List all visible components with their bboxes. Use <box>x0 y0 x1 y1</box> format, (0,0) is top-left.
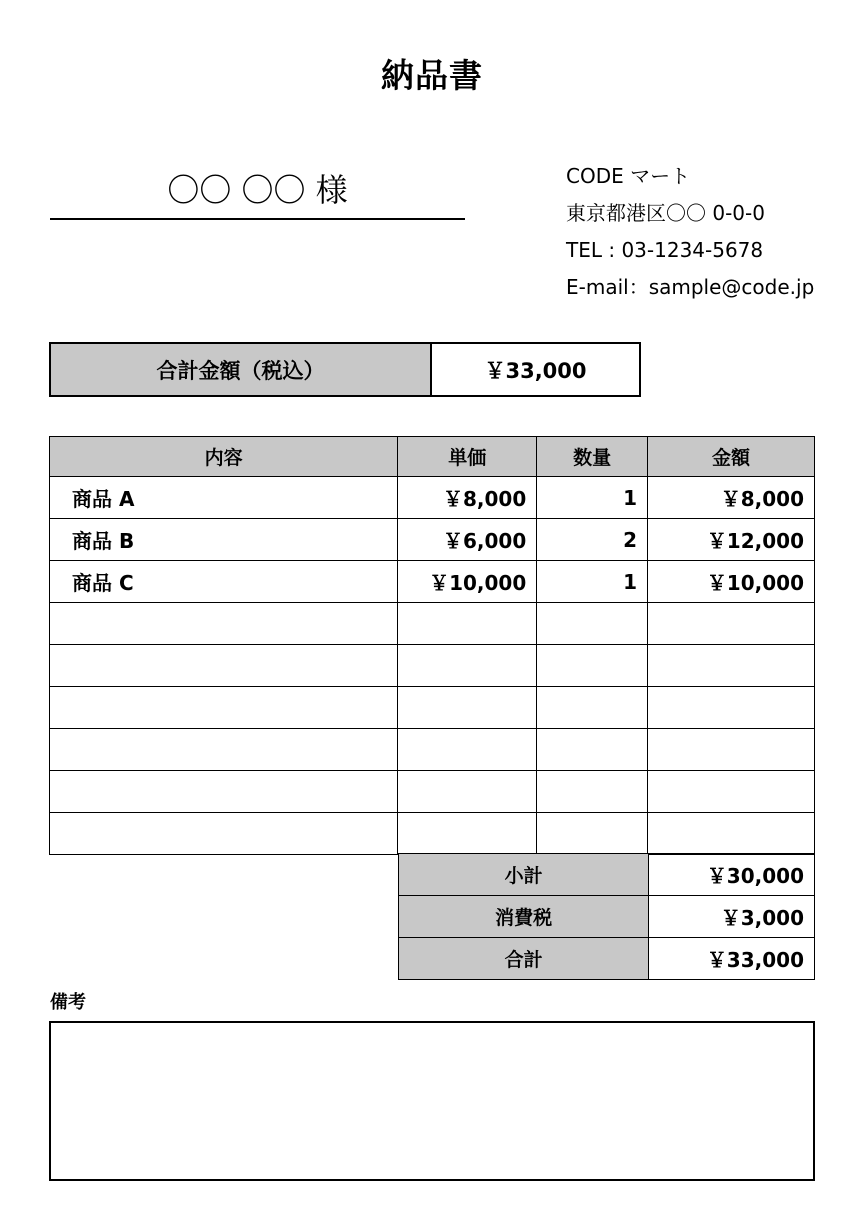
tax-row <box>399 896 815 938</box>
issuer-company: CODE マート <box>566 164 691 188</box>
tax-value: ￥3,000 <box>649 896 815 938</box>
table-row <box>50 603 815 645</box>
grand-total-value: ￥33,000 <box>484 358 587 383</box>
item-amount <box>648 729 815 771</box>
item-quantity <box>537 603 648 645</box>
item-quantity <box>537 729 648 771</box>
header-amount: 金額 <box>648 437 815 477</box>
header-description: 内容 <box>50 437 398 477</box>
item-unit-price <box>398 687 537 729</box>
grand-total-box <box>49 342 641 397</box>
item-quantity <box>537 687 648 729</box>
subtotal-value: ￥30,000 <box>649 854 815 896</box>
item-quantity: 1 <box>537 561 648 603</box>
header-unit-price: 単価 <box>398 437 537 477</box>
item-amount <box>648 603 815 645</box>
item-amount: ￥8,000 <box>648 477 815 519</box>
notes-label: 備考 <box>50 992 86 1013</box>
item-name <box>50 729 398 771</box>
item-amount <box>648 687 815 729</box>
item-amount <box>648 813 815 855</box>
item-name: 商品 A <box>50 477 398 519</box>
item-name <box>50 771 398 813</box>
item-name <box>50 603 398 645</box>
item-amount <box>648 645 815 687</box>
table-row <box>50 519 815 561</box>
item-unit-price <box>398 645 537 687</box>
issuer-tel: TEL : 03-1234-5678 <box>566 238 764 262</box>
item-name <box>50 645 398 687</box>
summary-table <box>398 853 815 980</box>
total-label: 合計 <box>399 938 649 980</box>
item-amount: ￥12,000 <box>648 519 815 561</box>
table-header-row <box>50 437 815 477</box>
table-row <box>50 813 815 855</box>
grand-total-label: 合計金額（税込） <box>51 344 432 395</box>
item-quantity <box>537 771 648 813</box>
item-amount: ￥10,000 <box>648 561 815 603</box>
issuer-email: E-mail：sample@code.jp <box>566 275 815 299</box>
item-unit-price: ￥10,000 <box>398 561 537 603</box>
table-row <box>50 729 815 771</box>
subtotal-label: 小計 <box>399 854 649 896</box>
item-name <box>50 813 398 855</box>
table-row <box>50 561 815 603</box>
item-quantity: 2 <box>537 519 648 561</box>
item-quantity <box>537 813 648 855</box>
item-name: 商品 B <box>50 519 398 561</box>
table-row <box>50 687 815 729</box>
table-row <box>50 645 815 687</box>
header-quantity: 数量 <box>537 437 648 477</box>
item-unit-price <box>398 603 537 645</box>
item-quantity: 1 <box>537 477 648 519</box>
notes-box[interactable] <box>49 1021 815 1181</box>
item-unit-price: ￥6,000 <box>398 519 537 561</box>
total-value: ￥33,000 <box>649 938 815 980</box>
recipient-name: 〇〇 〇〇 様 <box>50 168 465 220</box>
item-amount <box>648 771 815 813</box>
item-unit-price <box>398 813 537 855</box>
issuer-address: 東京都港区〇〇 0-0-0 <box>566 201 765 225</box>
item-unit-price <box>398 729 537 771</box>
items-table <box>49 436 815 855</box>
item-unit-price <box>398 771 537 813</box>
item-name: 商品 C <box>50 561 398 603</box>
subtotal-row <box>399 854 815 896</box>
item-unit-price: ￥8,000 <box>398 477 537 519</box>
item-name <box>50 687 398 729</box>
issuer-info <box>566 160 814 308</box>
item-quantity <box>537 645 648 687</box>
table-row <box>50 771 815 813</box>
table-row <box>50 477 815 519</box>
total-row <box>399 938 815 980</box>
tax-label: 消費税 <box>399 896 649 938</box>
document-title: 納品書 <box>381 56 483 95</box>
